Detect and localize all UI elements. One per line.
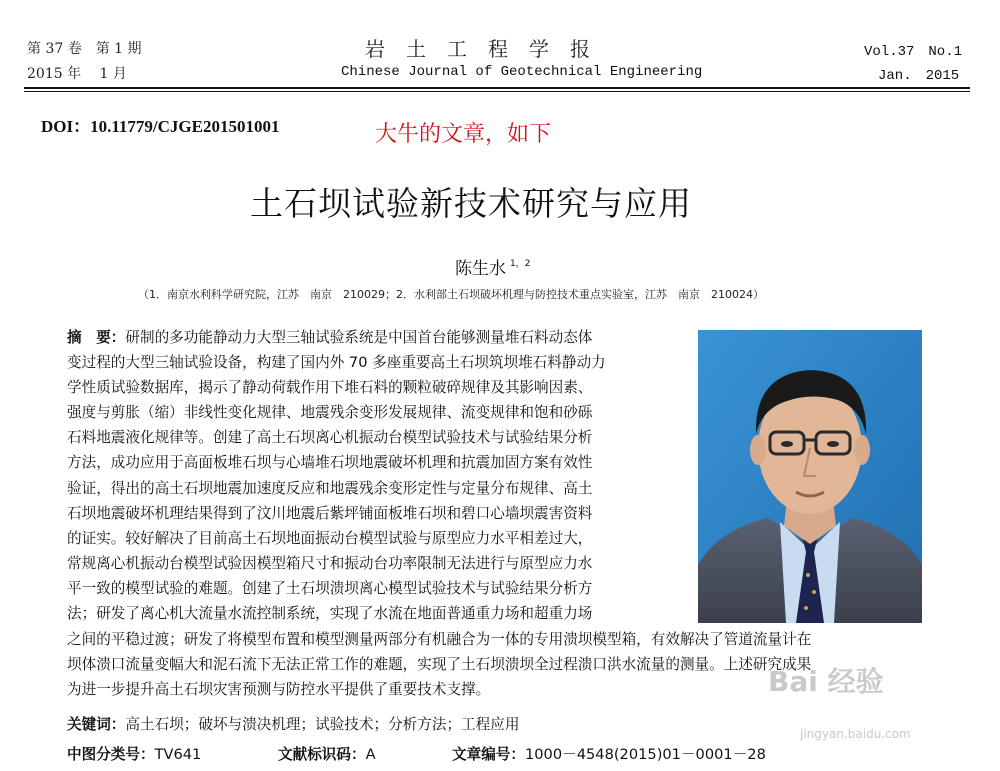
date-cn: 2015 年 1 月	[27, 66, 127, 82]
document-code-value: A	[365, 746, 376, 763]
watermark-url: jingyan.baidu.com	[800, 727, 911, 741]
volume-issue-cn: 第 37 卷 第 1 期	[27, 41, 142, 57]
clc-label: 中图分类号：	[67, 746, 155, 763]
abstract-line: 石料地震液化规律等。创建了高土石坝离心机振动台模型试验技术与试验结果分析	[67, 429, 593, 446]
article-number-label: 文章编号：	[452, 746, 525, 763]
abstract-line: 平一致的模型试验的难题。创建了土石坝溃坝离心模型试验技术与试验结果分析方	[67, 580, 593, 597]
abstract-text: 研制的多功能静动力大型三轴试验系统是中国首台能够测量堆石料动态体	[125, 329, 593, 346]
paper-title: 土石坝试验新技术研究与应用	[250, 184, 692, 223]
article-number-value: 1000－4548(2015)01－0001－28	[524, 746, 766, 763]
abstract-line: 变过程的大型三轴试验设备，构建了国内外 70 多座重要高土石坝筑坝堆石料静动力	[67, 354, 606, 371]
author-portrait-photo	[698, 330, 922, 623]
abstract-line: 验证，得出的高土石坝地震加速度反应和地震残余变形定性与定量分布规律、高土	[67, 480, 593, 497]
abstract-line: 石坝地震破坏机理结果得到了汶川地震后紫坪铺面板堆石坝和碧口心墙坝震害资料	[67, 505, 593, 522]
keywords-value: 高土石坝；破坏与溃决机理；试验技术；分析方法；工程应用	[125, 716, 520, 733]
clc-number	[67, 743, 201, 764]
abstract-line: 方法，成功应用于高面板堆石坝与心墙堆石坝地震破坏机理和抗震加固方案有效性	[67, 454, 593, 471]
abstract-line: 坝体溃口流量变幅大和泥石流下无法正常工作的难题，实现了土石坝溃坝全过程溃口洪水流量的测量。上述研究成果	[67, 656, 812, 673]
abstract-line: 常规离心机振动台模型试验因模型箱尺寸和振动台功率限制无法进行与原型应力水	[67, 555, 593, 572]
abstract-line: 强度与剪胀（缩）非线性变化规律、地震残余变形发展规律、流变规律和饱和砂砾	[67, 404, 593, 421]
journal-title-en: Chinese Journal of Geotechnical Engineering	[341, 64, 703, 80]
abstract-line: 学性质试验数据库，揭示了静动荷载作用下堆石料的颗粒破碎规律及其影响因素、	[67, 379, 593, 396]
baidu-jingyan-watermark: Bai 经验	[768, 665, 884, 698]
header-rule-thick	[24, 87, 970, 89]
header-rule-thin	[24, 91, 970, 92]
abstract-label: 摘 要：	[67, 329, 126, 346]
affiliation: （1．南京水利科学研究院，江苏 南京 210029；2．水利部土石坝破坏机理与防控技术重点实验室，江苏 南京 210024）	[138, 288, 764, 301]
portrait-graphic	[698, 330, 922, 623]
date-en: Jan. 2015	[878, 68, 960, 84]
keywords	[67, 713, 519, 734]
keywords-label: 关键词：	[67, 716, 126, 733]
abstract-line	[67, 326, 592, 347]
document-code	[278, 743, 376, 764]
document-code-label: 文献标识码：	[278, 746, 366, 763]
article-number	[452, 743, 766, 764]
abstract-line: 之间的平稳过渡；研发了将模型布置和模型测量两部分有机融合为一体的专用溃坝模型箱，有效解决了管道流量计在	[67, 631, 812, 648]
author-name: 陈生水	[455, 259, 506, 279]
volume-issue-en: Vol.37 No.1	[864, 44, 963, 60]
red-annotation: 大牛的文章，如下	[375, 122, 552, 147]
author	[455, 254, 530, 279]
author-affiliation-marks: 1，2	[510, 259, 531, 269]
abstract-line: 为进一步提升高土石坝灾害预测与防控水平提供了重要技术支撑。	[67, 681, 491, 698]
doi[interactable]: DOI：10.11779/CJGE201501001	[41, 117, 280, 136]
clc-value: TV641	[154, 746, 202, 763]
abstract-line: 法；研发了离心机大流量水流控制系统，实现了水流在地面普通重力场和超重力场	[67, 605, 593, 622]
abstract-line: 的证实。较好解决了目前高土石坝地面振动台模型试验与原型应力水平相差过大，	[67, 530, 593, 547]
journal-title-cn: 岩土工程学报	[365, 37, 611, 61]
